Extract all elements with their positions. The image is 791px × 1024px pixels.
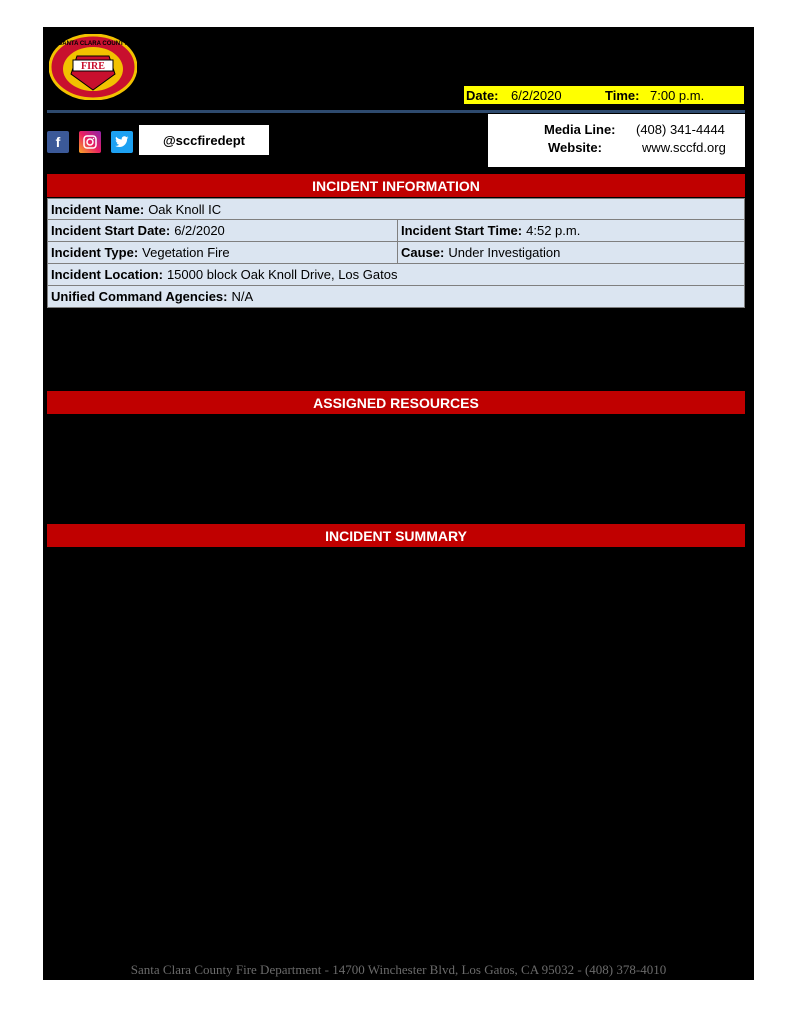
- table-row: [47, 220, 745, 242]
- start-date-label: Incident Start Date:: [51, 223, 171, 238]
- time-label: Time:: [605, 88, 640, 103]
- time-value: 7:00 p.m.: [650, 88, 705, 103]
- date-label: Date:: [466, 88, 499, 103]
- svg-text:FIRE: FIRE: [81, 61, 105, 72]
- incident-type-value: Vegetation Fire: [142, 245, 230, 260]
- start-time-value: 4:52 p.m.: [526, 223, 581, 238]
- media-line-value: (408) 341-4444: [636, 122, 725, 137]
- media-line-label: Media Line:: [544, 122, 616, 137]
- location-label: Incident Location:: [51, 267, 163, 282]
- document-page: [43, 27, 754, 980]
- fire-department-logo: [49, 34, 137, 100]
- contact-box: [488, 114, 745, 167]
- table-row: [47, 198, 745, 220]
- table-row: [47, 286, 745, 308]
- website-label: Website:: [548, 140, 602, 155]
- incident-name-value: Oak Knoll IC: [148, 201, 222, 217]
- social-handle[interactable]: @sccfiredept: [139, 125, 269, 155]
- facebook-icon[interactable]: f: [47, 131, 69, 153]
- date-value: 6/2/2020: [511, 88, 562, 103]
- svg-text:SANTA CLARA COUNTY: SANTA CLARA COUNTY: [58, 41, 128, 47]
- assigned-resources-header: ASSIGNED RESOURCES: [47, 391, 745, 414]
- incident-name-label: Incident Name:: [51, 201, 145, 217]
- instagram-icon[interactable]: [79, 131, 101, 153]
- date-time-bar: [464, 86, 744, 104]
- cause-value: Under Investigation: [448, 245, 561, 260]
- incident-type-label: Incident Type:: [51, 245, 139, 260]
- header-divider: [47, 110, 745, 113]
- location-value: 15000 block Oak Knoll Drive, Los Gatos: [166, 267, 398, 282]
- incident-summary-header: INCIDENT SUMMARY: [47, 524, 745, 547]
- agencies-label: Unified Command Agencies:: [51, 289, 228, 304]
- page-footer: Santa Clara County Fire Department - 14700 Winchester Blvd, Los Gatos, CA 95032 - (408) 378-4010: [130, 962, 667, 977]
- cause-label: Cause:: [401, 245, 445, 260]
- table-row: [47, 242, 745, 264]
- start-time-label: Incident Start Time:: [401, 223, 523, 238]
- agencies-value: N/A: [231, 289, 254, 304]
- twitter-icon[interactable]: [111, 131, 133, 153]
- website-value[interactable]: www.sccfd.org: [642, 140, 726, 155]
- incident-info-table: [47, 198, 745, 308]
- table-row: [47, 264, 745, 286]
- incident-information-header: INCIDENT INFORMATION: [47, 174, 745, 197]
- start-date-value: 6/2/2020: [174, 223, 225, 238]
